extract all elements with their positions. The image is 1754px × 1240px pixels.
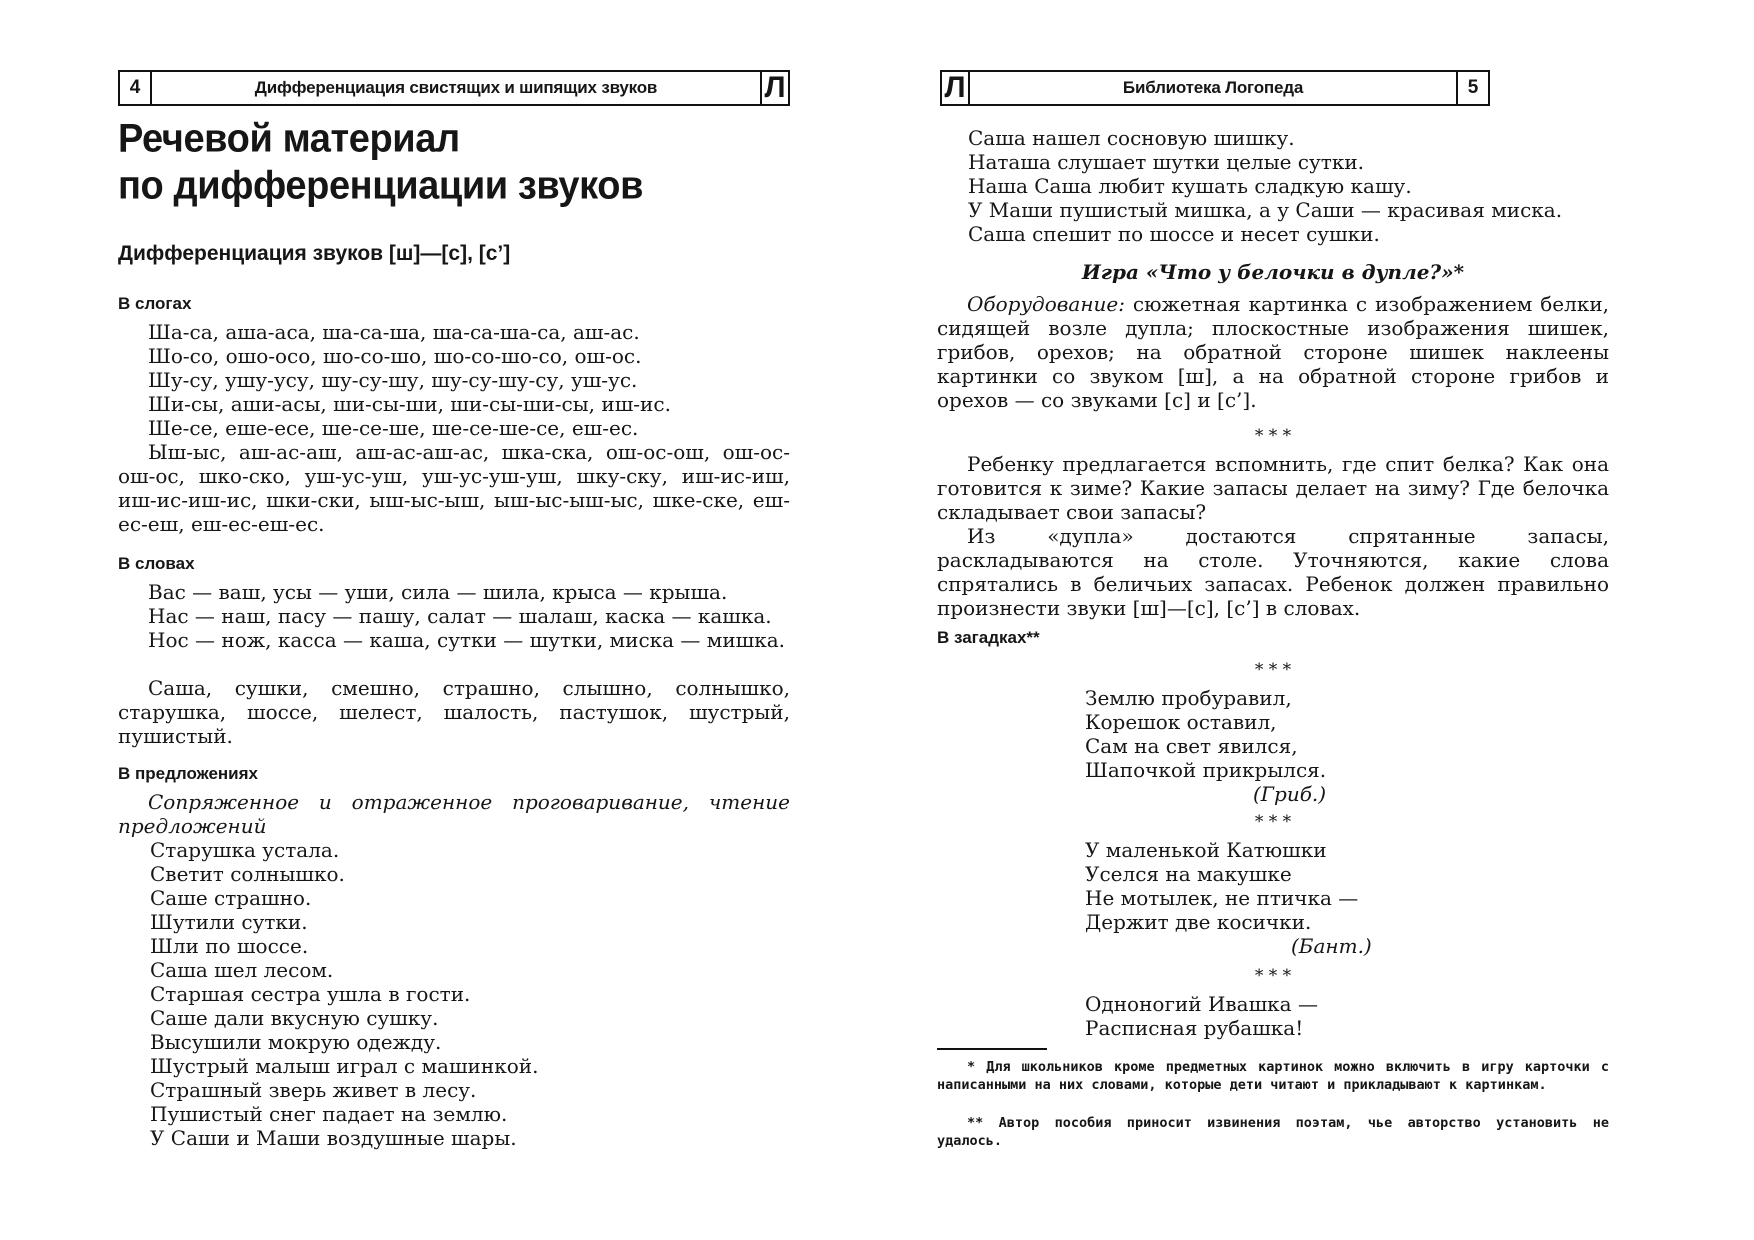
list-item: У Саши и Маши воздушные шары. xyxy=(150,1126,517,1150)
stars-divider: * * * xyxy=(1254,426,1292,446)
words-paragraph-4: Саша, сушки, смешно, страшно, слышно, солнышко, старушка, шоссе, шелест, шалость, пастушок, шустрый, пушистый. xyxy=(118,676,790,748)
list-item: Высушили мокрую одежду. xyxy=(150,1030,442,1054)
page-number-left: 4 xyxy=(118,70,152,106)
riddle-2 xyxy=(1085,838,1358,934)
riddle-line: Землю пробуравил, xyxy=(1085,686,1292,710)
stars-divider: * * * xyxy=(1254,966,1292,986)
list-item: Шо-со, ошо-осо, шо-со-шо, шо-со-шо-со, ош-ос. xyxy=(148,344,642,368)
words-paragraph-1: Вас — ваш, усы — уши, сила — шила, крыса — крыша. xyxy=(148,580,728,604)
logo-letter-left: Л xyxy=(760,70,790,106)
riddle-line: У маленькой Катюшки xyxy=(1085,838,1327,862)
list-item: Старушка устала. xyxy=(150,838,340,862)
list-item: Страшный зверь живет в лесу. xyxy=(150,1078,477,1102)
page-title-line2: по дифференциации звуков xyxy=(118,164,644,209)
riddle-line: Шапочкой прикрылся. xyxy=(1085,758,1327,782)
list-item: Ши-сы, аши-асы, ши-сы-ши, ши-сы-ши-сы, иш-ис. xyxy=(148,392,671,416)
list-item: Саше страшно. xyxy=(150,886,312,910)
list-item: Шу-су, ушу-усу, шу-су-шу, шу-су-шу-су, уш-ус. xyxy=(148,368,638,392)
list-item: Старшая сестра ушла в гости. xyxy=(150,982,471,1006)
riddle-2-answer: (Бант.) xyxy=(1291,934,1372,958)
logo-letter-right: Л xyxy=(940,70,970,106)
page-number-right: 5 xyxy=(1456,70,1490,106)
game-paragraph-2: Из «дупла» достаются спрятанные запасы, раскладываются на столе. Уточняются, какие слова спрятались в беличьих запасах. Ребенок должен правильно произнести звуки [ш]—[с], [с’] в словах. xyxy=(937,524,1609,620)
list-item: У Маши пушистый мишка, а у Саши — красивая миска. xyxy=(968,198,1563,222)
footnote-2: ** Автор пособия приносит извинения поэтам, чье авторство установить не удалось. xyxy=(937,1115,1609,1149)
equipment-paragraph xyxy=(937,292,1609,412)
footnote-rule xyxy=(937,1048,1047,1050)
sentences-intro: Сопряженное и отраженное проговаривание, чтение предложений xyxy=(118,790,790,838)
sentences-list xyxy=(150,838,538,1150)
words-paragraph-3: Нос — нож, касса — каша, сутки — шутки, миска — мишка. xyxy=(148,628,786,652)
list-item: Наташа слушает шутки целые сутки. xyxy=(968,150,1365,174)
list-item: Ше-се, еше-есе, ше-се-ше, ше-се-ше-се, еш-ес. xyxy=(148,416,639,440)
list-item: Ша-са, аша-аса, ша-са-ша, ша-са-ша-са, аш-ас. xyxy=(148,320,640,344)
riddle-line: Держит две косички. xyxy=(1085,910,1312,934)
page-title xyxy=(118,116,643,211)
list-item: Саша шел лесом. xyxy=(150,958,334,982)
running-header-left: Дифференциация свистящих и шипящих звуков xyxy=(150,70,762,106)
riddle-line: Расписная рубашка! xyxy=(1085,1016,1304,1040)
list-item: Шутили сутки. xyxy=(150,910,308,934)
sentences-heading: В предложениях xyxy=(118,764,259,783)
words-heading: В словах xyxy=(118,554,195,573)
list-item: Наша Саша любит кушать сладкую кашу. xyxy=(968,174,1412,198)
syllables-heading: В слогах xyxy=(118,294,192,313)
riddle-line: Сам на свет явился, xyxy=(1085,734,1298,758)
section-subtitle: Дифференциация звуков [ш]—[с], [с’] xyxy=(118,242,511,265)
stars-divider: * * * xyxy=(1254,660,1292,680)
running-header-right: Библиотека Логопеда xyxy=(968,70,1458,106)
list-item: Шустрый малыш играл с машинкой. xyxy=(150,1054,539,1078)
game-paragraph-1: Ребенку предлагается вспомнить, где спит белка? Как она готовится к зиме? Какие запасы делает на зиму? Где белочка складывает свои запасы? xyxy=(937,452,1609,524)
list-item: Шли по шоссе. xyxy=(150,934,309,958)
riddle-1 xyxy=(1085,686,1326,782)
equipment-label: Оборудование: xyxy=(967,292,1125,316)
syllables-paragraph: Ыш-ыс, аш-ас-аш, аш-ас-аш-ас, шка-ска, ош-ос-ош, ош-ос-ош-ос, шко-ско, уш-ус-уш, уш-ус-уш-уш, шку-ску, иш-ис-иш, иш-ис-иш-ис, шки-ски, ыш-ыс-ыш, ыш-ыс-ыш-ыс, шке-ске, еш-ес-еш, еш-ес-еш-ес. xyxy=(118,440,790,536)
list-item: Саше дали вкусную сушку. xyxy=(150,1006,439,1030)
list-item: Саша нашел сосновую шишку. xyxy=(968,126,1295,150)
list-item: Светит солнышко. xyxy=(150,862,345,886)
words-paragraph-2: Нас — наш, пасу — пашу, салат — шалаш, каска — кашка. xyxy=(148,604,772,628)
syllables-list xyxy=(148,320,671,440)
stars-divider: * * * xyxy=(1254,812,1292,832)
footnote-1: * Для школьников кроме предметных картинок можно включить в игру карточки с написанными на них словами, которые дети читают и прикладывают к картинкам. xyxy=(937,1059,1609,1093)
riddle-line: Не мотылек, не птичка — xyxy=(1085,886,1359,910)
riddles-heading: В загадках** xyxy=(937,628,1040,647)
riddle-line: Одноногий Ивашка — xyxy=(1085,992,1318,1016)
riddle-line: Корешок оставил, xyxy=(1085,710,1277,734)
equipment-text: сюжетная картинка с изображением белки, сидящей возле дупла; плоскостные изображения шишек, грибов, орехов; на обратной стороне шишек наклеены картинки со звуком [ш], а на обратной стороне грибов и орехов — со звуками [с] и [с’]. xyxy=(937,292,1609,412)
list-item: Пушистый снег падает на землю. xyxy=(150,1102,508,1126)
game-title: Игра «Что у белочки в дупле?»* xyxy=(1081,260,1465,284)
continued-sentences xyxy=(968,126,1562,246)
riddle-3 xyxy=(1085,992,1318,1040)
list-item: Саша спешит по шоссе и несет сушки. xyxy=(968,222,1380,246)
riddle-1-answer: (Гриб.) xyxy=(1253,782,1327,806)
riddle-line: Уселся на макушке xyxy=(1085,862,1292,886)
page-title-line1: Речевой материал xyxy=(118,116,460,161)
